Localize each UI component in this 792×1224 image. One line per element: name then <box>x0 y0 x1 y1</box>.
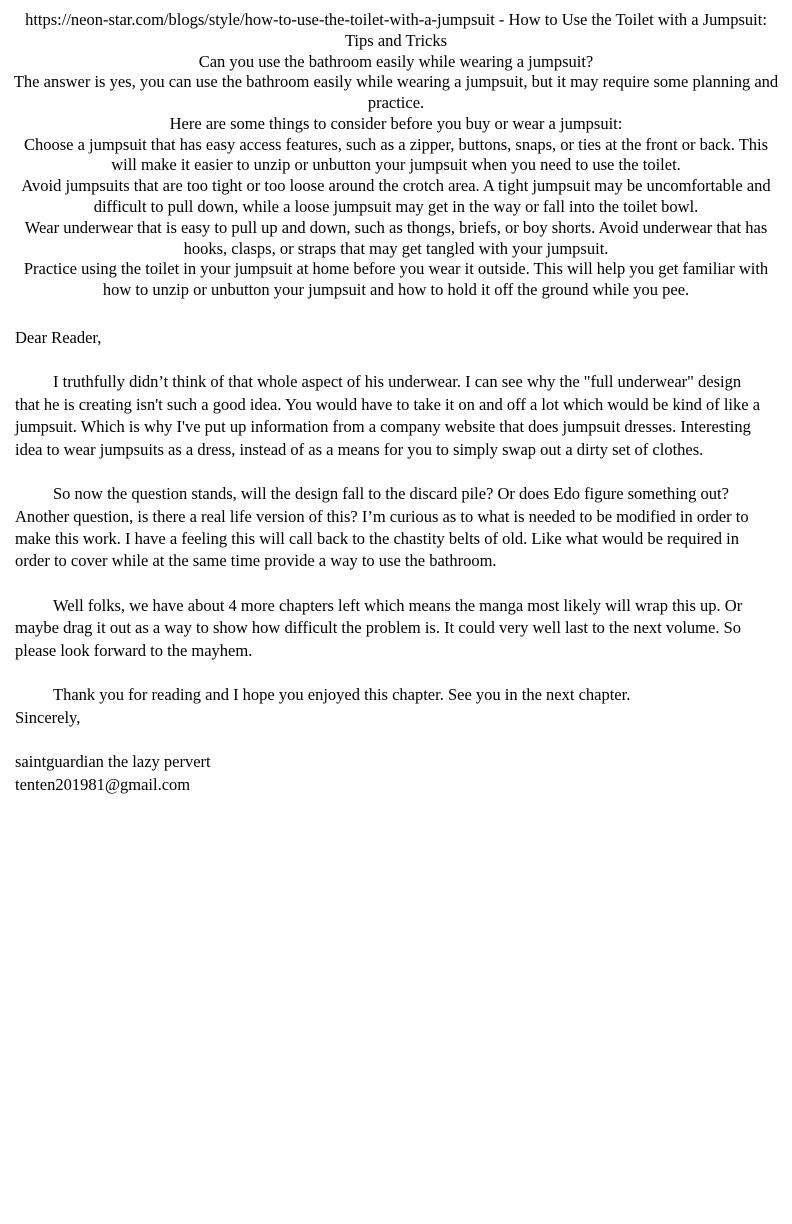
article-question: Can you use the bathroom easily while wearing a jumpsuit? <box>198 51 594 71</box>
letter-paragraph-1: I truthfully didn’t think of that whole aspect of his underwear. I can see why the "full underwear" design that he is creating isn't such a good idea. You would have to take it on and off a lot which would be kind of like a jumpsuit. Which is why I've put up information from a company website that does jumpsuit dresses. Interesting idea to wear jumpsuits as a dress, instead of as a means for you to simply swap out a dirty set of clothes. <box>15 372 761 459</box>
letter-paragraph-3: Well folks, we have about 4 more chapters left which means the manga most likely will wrap this up. Or maybe drag it out as a way to show how difficult the problem is. It could very well last to the next volume. So please look forward to the mayhem. <box>15 595 743 660</box>
article-tip-2: Avoid jumpsuits that are too tight or too loose around the crotch area. A tight jumpsuit may be uncomfortable and difficult to pull down, while a loose jumpsuit may get in the way or fall into the toilet bowl. <box>21 176 771 217</box>
letter-body <box>12 327 780 796</box>
letter-paragraph-2: So now the question stands, will the design fall to the discard pile? Or does Edo figure something out? Another question, is there a real life version of this? I’m curious as to what is needed to be modified in order to make this work. I have a feeling this will call back to the chastity belts of old. Like what would be required in order to cover while at the same time provide a way to use the bathroom. <box>15 484 749 571</box>
signature-block <box>15 751 766 796</box>
article-tip-1: Choose a jumpsuit that has easy access features, such as a zipper, buttons, snaps, or ties at the front or back. This will make it easier to unzip or unbutton your jumpsuit when you need to use the toilet. <box>23 134 769 175</box>
signature-name: saintguardian the lazy pervert <box>15 752 211 772</box>
article-tip-3: Wear underwear that is easy to pull up and down, such as thongs, briefs, or boy shorts. Avoid underwear that has hooks, clasps, or straps that may get tangled with your jumpsuit. <box>24 217 768 258</box>
signature-email: tenten201981@gmail.com <box>15 774 191 794</box>
article-source-and-title: https://neon-star.com/blogs/style/how-to-use-the-toilet-with-a-jumpsuit - How to Use the Toilet with a Jumpsuit: Tips and Tricks <box>25 10 767 50</box>
article-tip-4: Practice using the toilet in your jumpsuit at home before you wear it outside. This will help you get familiar with how to unzip or unbutton your jumpsuit and how to hold it off the ground while you pee. <box>23 259 769 300</box>
article-list-intro: Here are some things to consider before you buy or wear a jumpsuit: <box>169 113 623 133</box>
article-excerpt-block <box>12 10 780 301</box>
letter-paragraph-4: Thank you for reading and I hope you enjoyed this chapter. See you in the next chapter. <box>53 685 631 705</box>
letter-closing: Sincerely, <box>15 707 81 727</box>
article-answer: The answer is yes, you can use the bathroom easily while wearing a jumpsuit, but it may require some planning and practice. <box>13 72 779 113</box>
letter-salutation: Dear Reader, <box>15 327 102 347</box>
